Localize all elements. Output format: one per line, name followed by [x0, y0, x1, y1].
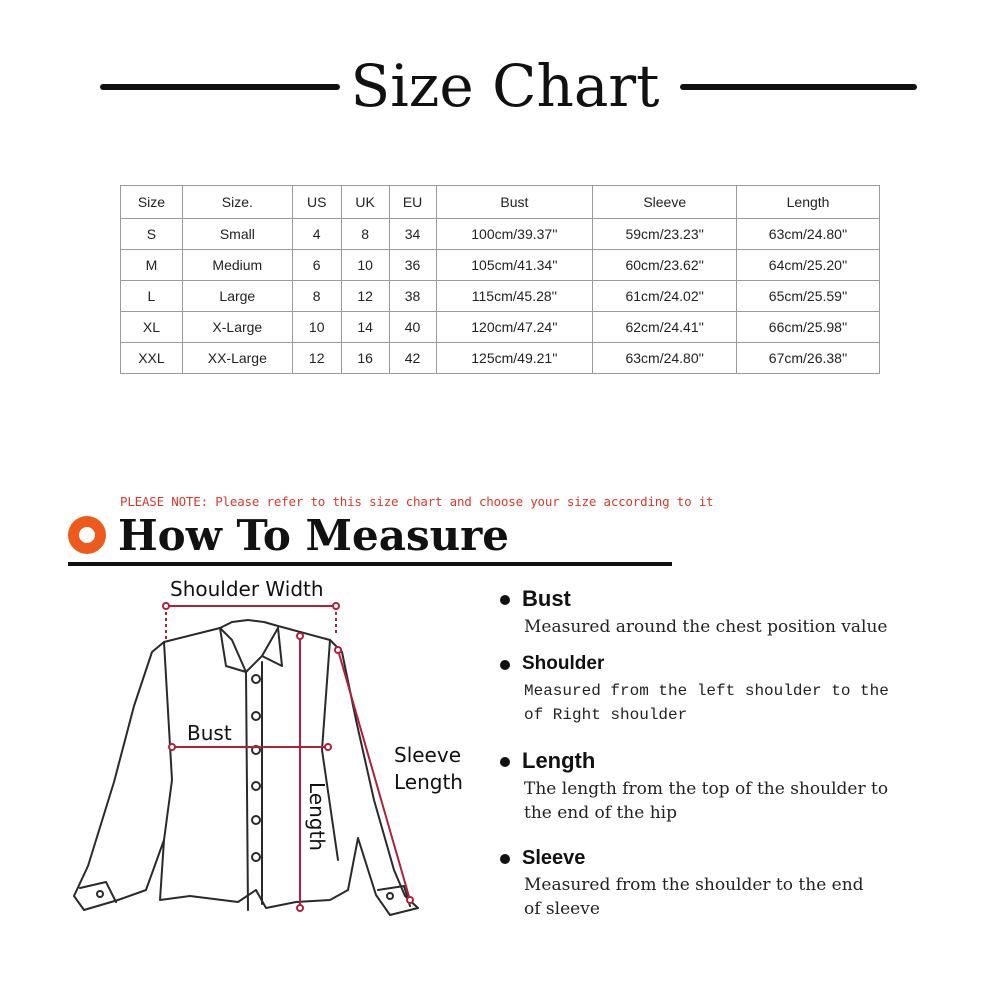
title-rule-left	[100, 84, 340, 90]
cell-us: 12	[292, 343, 341, 374]
cell-eu: 34	[389, 219, 436, 250]
definition-term-bust	[498, 585, 918, 613]
length-label: Length	[305, 782, 329, 851]
cell-length: 63cm/24.80''	[737, 219, 880, 250]
shirt-buttons	[97, 675, 393, 899]
orange-circle-icon	[68, 516, 106, 554]
cell-size: XL	[121, 312, 183, 343]
header-us: US	[292, 186, 341, 219]
cell-size-name: X-Large	[182, 312, 292, 343]
bullet-icon	[500, 660, 510, 670]
definition-term-length	[498, 747, 918, 775]
table-row	[121, 281, 880, 312]
cell-size: M	[121, 250, 183, 281]
shoulder-width-label: Shoulder Width	[170, 577, 324, 601]
cell-size-name: Medium	[182, 250, 292, 281]
definition-text: of sleeve	[524, 899, 600, 919]
how-to-measure-header	[68, 508, 688, 568]
header-sleeve: Sleeve	[593, 186, 737, 219]
shirt-outline	[74, 620, 418, 915]
cell-sleeve: 59cm/23.23''	[593, 219, 737, 250]
cell-sleeve: 62cm/24.41''	[593, 312, 737, 343]
cell-us: 4	[292, 219, 341, 250]
cell-sleeve: 60cm/23.62''	[593, 250, 737, 281]
cell-size: S	[121, 219, 183, 250]
bullet-icon	[500, 757, 510, 767]
cell-us: 6	[292, 250, 341, 281]
header-length: Length	[737, 186, 880, 219]
header-size: Size	[121, 186, 183, 219]
cell-length: 66cm/25.98''	[737, 312, 880, 343]
cell-sleeve: 63cm/24.80''	[593, 343, 737, 374]
cell-uk: 14	[341, 312, 389, 343]
cell-length: 67cm/26.38''	[737, 343, 880, 374]
definition-sleeve	[498, 845, 918, 921]
size-note: PLEASE NOTE: Please refer to this size chart and choose your size according to it	[120, 494, 714, 509]
term-text: Length	[522, 748, 596, 773]
definition-text: the end of the hip	[524, 803, 677, 823]
cell-size: L	[121, 281, 183, 312]
length-line	[297, 633, 303, 911]
cell-sleeve: 61cm/24.02''	[593, 281, 737, 312]
cell-size-name: Small	[182, 219, 292, 250]
definition-text: Measured from the left shoulder to the	[524, 682, 889, 700]
cell-bust: 100cm/39.37''	[436, 219, 593, 250]
sleeve-length-label-line2: Length	[394, 770, 463, 794]
definition-term-sleeve	[498, 845, 918, 871]
cell-size: XXL	[121, 343, 183, 374]
definition-term-shoulder	[498, 651, 918, 677]
cell-eu: 36	[389, 250, 436, 281]
definition-text: The length from the top of the shoulder to	[524, 779, 889, 799]
table-header-row	[121, 186, 880, 219]
cell-us: 10	[292, 312, 341, 343]
cell-bust: 115cm/45.28''	[436, 281, 593, 312]
cell-uk: 16	[341, 343, 389, 374]
cell-eu: 42	[389, 343, 436, 374]
header-eu: EU	[389, 186, 436, 219]
title-rule-right	[680, 84, 917, 90]
definition-bust	[498, 585, 918, 639]
cell-bust: 105cm/41.34''	[436, 250, 593, 281]
cell-eu: 40	[389, 312, 436, 343]
size-table	[120, 185, 880, 374]
cell-length: 65cm/25.59''	[737, 281, 880, 312]
table-row	[121, 343, 880, 374]
cell-size-name: Large	[182, 281, 292, 312]
header-bust: Bust	[436, 186, 593, 219]
header-size-name: Size.	[182, 186, 292, 219]
cell-bust: 125cm/49.21''	[436, 343, 593, 374]
shirt-measurement-diagram	[60, 570, 480, 950]
table-row	[121, 250, 880, 281]
cell-length: 64cm/25.20''	[737, 250, 880, 281]
size-chart-header	[0, 48, 1000, 128]
bust-label: Bust	[187, 721, 232, 745]
table-row	[121, 219, 880, 250]
header-uk: UK	[341, 186, 389, 219]
table-row	[121, 312, 880, 343]
cell-uk: 8	[341, 219, 389, 250]
term-text: Sleeve	[522, 847, 586, 869]
definition-length	[498, 747, 918, 825]
definition-text: of Right shoulder	[524, 706, 688, 724]
cell-size-name: XX-Large	[182, 343, 292, 374]
page-title: Size Chart	[350, 52, 660, 120]
sleeve-length-label-line1: Sleeve	[394, 743, 462, 767]
cell-eu: 38	[389, 281, 436, 312]
definition-shoulder	[498, 651, 918, 727]
term-text: Shoulder	[522, 653, 605, 674]
cell-uk: 10	[341, 250, 389, 281]
cell-uk: 12	[341, 281, 389, 312]
bullet-icon	[500, 595, 510, 605]
bullet-icon	[500, 854, 510, 864]
cell-bust: 120cm/47.24''	[436, 312, 593, 343]
section-underline	[68, 562, 672, 566]
definition-text: Measured from the shoulder to the end	[524, 875, 864, 895]
cell-us: 8	[292, 281, 341, 312]
definition-text: Measured around the chest position value	[524, 617, 888, 637]
how-to-measure-title: How To Measure	[118, 511, 510, 560]
term-text: Bust	[522, 586, 571, 611]
